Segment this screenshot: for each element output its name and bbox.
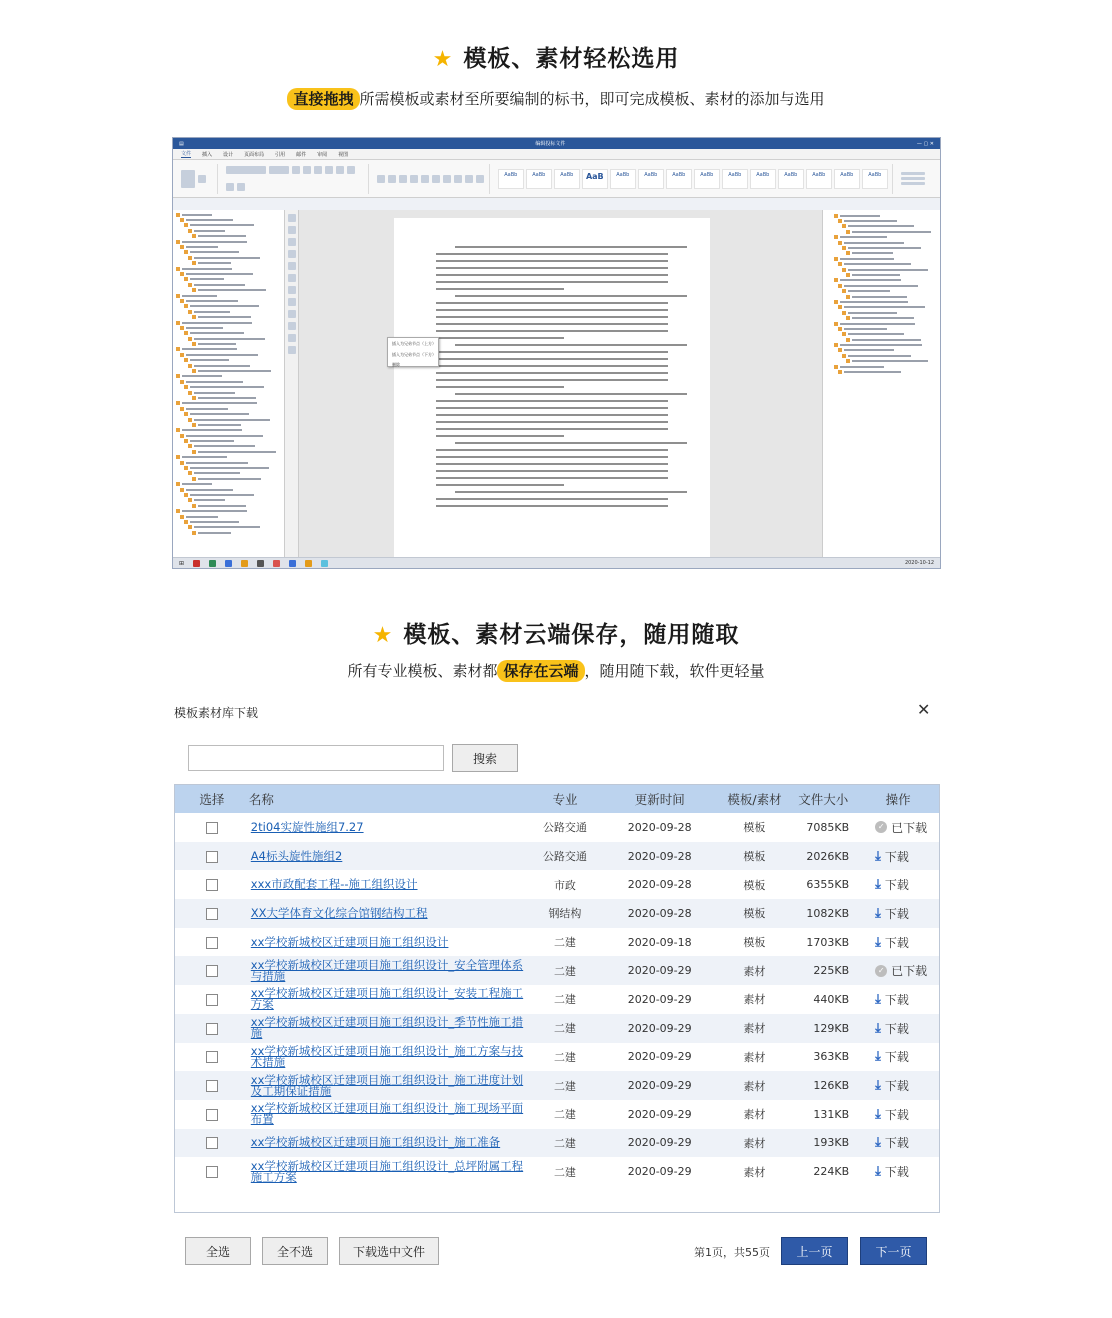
row-type: 模板 xyxy=(743,878,766,892)
row-date: 2020-09-28 xyxy=(627,906,692,920)
row-name-cell xyxy=(249,1137,530,1148)
row-major: 钢结构 xyxy=(548,907,582,921)
row-select-cell xyxy=(175,878,249,891)
row-checkbox[interactable] xyxy=(206,994,218,1006)
document-text-line xyxy=(436,288,564,290)
row-name-cell xyxy=(249,879,530,890)
row-major: 二建 xyxy=(553,1165,576,1179)
section1-title-text: 模板、素材轻松选用 xyxy=(463,46,680,72)
ribbon-clipboard xyxy=(177,164,218,194)
editor-tab-review: 审阅 xyxy=(317,151,328,158)
row-major: 公路交通 xyxy=(542,821,587,835)
star-icon: ★ xyxy=(432,47,454,72)
operation-label[interactable]: 下载 xyxy=(884,1165,909,1180)
file-name-link[interactable]: xx学校新城校区迁建项目施工组织设计_安全管理体系与措施 xyxy=(250,957,524,983)
row-select-cell xyxy=(175,850,249,863)
table-row xyxy=(175,1157,939,1186)
row-operation[interactable] xyxy=(857,1134,939,1151)
row-type: 模板 xyxy=(743,936,766,950)
document-text-line xyxy=(436,379,668,381)
download-icon: ⤓ xyxy=(875,1164,881,1180)
editor-canvas xyxy=(299,210,822,557)
document-text-line xyxy=(436,267,668,269)
row-size: 440KB xyxy=(813,992,850,1006)
download-icon: ⤓ xyxy=(875,905,881,921)
table-row xyxy=(175,842,939,871)
row-operation[interactable] xyxy=(857,991,939,1008)
row-date: 2020-09-29 xyxy=(627,992,692,1006)
tree-node xyxy=(826,369,937,374)
document-text-line xyxy=(436,428,668,430)
col-header-size: 文件大小 xyxy=(798,792,849,807)
editor-titlebar xyxy=(173,138,940,149)
row-date: 2020-09-29 xyxy=(627,964,692,978)
file-name-link[interactable]: xx学校新城校区迁建项目施工组织设计_施工方案与技术措施 xyxy=(250,1043,524,1069)
document-text-line xyxy=(436,323,668,325)
row-type: 素材 xyxy=(743,1108,766,1122)
row-checkbox[interactable] xyxy=(206,822,218,834)
section2-subtitle-pre: 所有专业模板、素材都 xyxy=(347,662,498,680)
document-text-line xyxy=(436,470,668,472)
row-select-cell xyxy=(175,1022,249,1035)
editor-vertical-toolbar xyxy=(285,210,299,557)
table-row xyxy=(175,813,939,842)
row-major: 二建 xyxy=(553,1108,576,1122)
ribbon-edit xyxy=(897,164,936,194)
star-icon: ★ xyxy=(372,623,394,648)
table-row xyxy=(175,1014,939,1043)
row-name-cell xyxy=(249,1158,530,1184)
row-type: 素材 xyxy=(743,964,766,978)
row-major: 二建 xyxy=(553,1050,576,1064)
file-name-link[interactable]: xx学校新城校区迁建项目施工组织设计_季节性施工措施 xyxy=(250,1015,524,1041)
document-text-line xyxy=(436,260,668,262)
row-type: 素材 xyxy=(743,1165,766,1179)
document-text-line xyxy=(436,400,668,402)
prev-page-button[interactable]: 上一页 xyxy=(781,1237,848,1265)
row-size: 1703KB xyxy=(806,935,850,949)
row-checkbox[interactable] xyxy=(206,937,218,949)
section2-subtitle-post: ，随用随下载，软件更轻量 xyxy=(584,662,765,680)
operation-label[interactable]: 下载 xyxy=(884,935,909,950)
table-row xyxy=(175,1129,939,1158)
row-major: 公路交通 xyxy=(542,850,587,864)
editor-tab-ref: 引用 xyxy=(275,151,286,158)
row-major: 市政 xyxy=(553,878,576,892)
next-page-button[interactable]: 下一页 xyxy=(860,1237,927,1265)
row-size: 363KB xyxy=(813,1050,850,1064)
row-date: 2020-09-29 xyxy=(627,1165,692,1179)
row-operation[interactable] xyxy=(857,1163,939,1180)
row-operation[interactable] xyxy=(857,962,939,979)
file-table xyxy=(174,784,940,1213)
row-type: 模板 xyxy=(743,850,766,864)
row-checkbox[interactable] xyxy=(206,879,218,891)
section1-highlight: 直接拖拽 xyxy=(287,88,359,110)
document-text-line xyxy=(436,365,668,367)
col-header-major: 专业 xyxy=(552,792,578,807)
row-size: 225KB xyxy=(813,964,850,978)
document-text-line xyxy=(436,302,668,304)
search-input[interactable] xyxy=(188,745,444,771)
row-date: 2020-09-29 xyxy=(627,1021,692,1035)
operation-label[interactable]: 下载 xyxy=(884,849,909,864)
close-icon[interactable]: ✕ xyxy=(917,700,931,719)
row-operation[interactable] xyxy=(857,1077,939,1094)
row-size: 131KB xyxy=(813,1107,850,1121)
col-header-date: 更新时间 xyxy=(634,792,685,807)
operation-label[interactable]: 下载 xyxy=(884,1021,909,1036)
document-text-line xyxy=(436,274,668,276)
download-icon: ⤓ xyxy=(875,991,881,1007)
row-size: 7085KB xyxy=(806,820,850,834)
search-button[interactable]: 搜索 xyxy=(452,744,518,772)
row-major: 二建 xyxy=(553,1022,576,1036)
row-select-cell xyxy=(175,907,249,920)
document-text-line xyxy=(436,281,668,283)
row-checkbox[interactable] xyxy=(206,1080,218,1092)
document-text-line xyxy=(436,316,668,318)
document-text-line xyxy=(436,477,668,479)
file-name-link[interactable]: xx学校新城校区迁建项目施工组织设计_总坪附属工程施工方案 xyxy=(250,1158,524,1184)
document-text-line xyxy=(436,407,668,409)
editor-tab-file: 文件 xyxy=(181,151,192,157)
file-name-link[interactable]: xx学校新城校区迁建项目施工组织设计_施工准备 xyxy=(250,1135,501,1150)
row-checkbox[interactable] xyxy=(206,851,218,863)
windows-start-icon: ⊞ xyxy=(179,559,185,567)
document-text-line xyxy=(436,358,668,360)
editor-screenshot xyxy=(172,137,941,569)
operation-label[interactable]: 下载 xyxy=(884,992,909,1007)
editor-tab-view: 视图 xyxy=(338,151,349,158)
row-type: 模板 xyxy=(743,907,766,921)
row-type: 素材 xyxy=(743,993,766,1007)
row-date: 2020-09-29 xyxy=(627,1136,692,1150)
download-icon: ⤓ xyxy=(875,1135,881,1151)
row-operation[interactable] xyxy=(857,1048,939,1065)
row-date: 2020-09-28 xyxy=(627,820,692,834)
row-type: 素材 xyxy=(743,1079,766,1093)
section1-subtitle-rest: 所需模板或素材至所要编制的标书，即可完成模板、素材的添加与选用 xyxy=(359,90,825,108)
document-text-line xyxy=(436,386,564,388)
table-header xyxy=(175,785,939,813)
operation-label[interactable]: 已下载 xyxy=(891,820,928,835)
editor-tab-mail: 邮件 xyxy=(296,151,307,158)
ribbon-paragraph xyxy=(373,164,490,194)
editor-material-tree xyxy=(822,210,940,557)
row-size: 129KB xyxy=(813,1021,850,1035)
dialog-title: 模板素材库下载 xyxy=(174,706,259,720)
select-all-button[interactable]: 全选 xyxy=(185,1237,251,1265)
download-icon: ⤓ xyxy=(875,1106,881,1122)
row-name-cell xyxy=(249,819,530,834)
row-date: 2020-09-18 xyxy=(627,935,692,949)
file-name-link[interactable]: XX大学体育文化综合馆钢结构工程 xyxy=(250,905,428,920)
row-size: 1082KB xyxy=(806,906,850,920)
document-text-line xyxy=(436,414,668,416)
row-major: 二建 xyxy=(553,993,576,1007)
editor-ribbon-tabs xyxy=(173,149,940,160)
row-select-cell xyxy=(175,1108,249,1121)
editor-document-page xyxy=(394,218,710,557)
document-text-line xyxy=(436,351,668,353)
row-checkbox[interactable] xyxy=(206,1166,218,1178)
table-row xyxy=(175,870,939,899)
operation-label[interactable]: 下载 xyxy=(884,1136,909,1151)
table-row xyxy=(175,956,939,985)
file-name-link[interactable]: xx学校新城校区迁建项目施工组织设计_施工进度计划及工期保证措施 xyxy=(250,1072,524,1098)
document-text-line xyxy=(436,372,668,374)
row-major: 二建 xyxy=(553,964,576,978)
row-type: 素材 xyxy=(743,1022,766,1036)
row-checkbox[interactable] xyxy=(206,908,218,920)
row-name-cell xyxy=(249,1043,530,1069)
tree-node xyxy=(176,530,281,535)
row-select-cell xyxy=(175,1136,249,1149)
editor-menu-icon: ▤ xyxy=(179,140,184,147)
document-text-line xyxy=(436,337,564,339)
document-text-line xyxy=(455,491,687,493)
row-operation[interactable] xyxy=(857,934,939,951)
operation-label[interactable]: 下载 xyxy=(884,1050,909,1065)
row-date: 2020-09-28 xyxy=(627,849,692,863)
file-name-link[interactable]: xxx市政配套工程--施工组织设计 xyxy=(250,877,418,892)
document-text-line xyxy=(455,442,687,444)
table-row xyxy=(175,1043,939,1072)
col-header-type: 模板/素材 xyxy=(727,792,782,807)
download-selected-button[interactable]: 下载选中文件 xyxy=(339,1237,439,1265)
row-name-cell xyxy=(249,957,530,983)
row-name-cell xyxy=(249,988,530,1010)
row-checkbox[interactable] xyxy=(206,965,218,977)
operation-label[interactable]: 下载 xyxy=(884,906,909,921)
row-name-cell xyxy=(249,1103,530,1125)
download-icon: ⤓ xyxy=(875,1049,881,1065)
editor-outline-tree xyxy=(173,210,285,557)
table-row xyxy=(175,928,939,957)
row-checkbox[interactable] xyxy=(206,1109,218,1121)
document-text-line xyxy=(436,309,668,311)
download-icon: ⤓ xyxy=(875,877,881,893)
row-checkbox[interactable] xyxy=(206,1023,218,1035)
taskbar-date: 2020-10-12 xyxy=(904,560,934,566)
row-date: 2020-09-29 xyxy=(627,1050,692,1064)
row-name-cell xyxy=(249,1072,530,1098)
file-name-link[interactable]: xx学校新城校区迁建项目施工组织设计_施工现场平面布置 xyxy=(250,1101,524,1127)
row-type: 素材 xyxy=(743,1050,766,1064)
document-text-line xyxy=(436,463,668,465)
page-info: 第1页，共55页 xyxy=(694,1246,770,1259)
row-operation[interactable] xyxy=(857,819,939,836)
row-size: 126KB xyxy=(813,1079,850,1093)
editor-tab-design: 设计 xyxy=(223,151,234,158)
row-operation[interactable] xyxy=(857,1106,939,1123)
row-name-cell xyxy=(249,1017,530,1039)
row-select-cell xyxy=(175,993,249,1006)
document-text-line xyxy=(436,484,564,486)
section2-title xyxy=(0,616,1112,649)
download-icon: ⤓ xyxy=(875,848,881,864)
operation-label[interactable]: 下载 xyxy=(884,1107,909,1122)
row-date: 2020-09-29 xyxy=(627,1079,692,1093)
row-major: 二建 xyxy=(553,1136,576,1150)
editor-ribbon xyxy=(173,160,940,198)
section1-subtitle xyxy=(0,88,1112,109)
row-size: 2026KB xyxy=(806,849,850,863)
ctx-item-above: 插入为兄弟节点（上方） xyxy=(392,341,436,346)
operation-label[interactable]: 下载 xyxy=(884,1079,909,1094)
table-row xyxy=(175,1071,939,1100)
col-header-name: 名称 xyxy=(248,792,274,807)
document-text-line xyxy=(436,435,564,437)
row-size: 193KB xyxy=(813,1136,850,1150)
row-date: 2020-09-29 xyxy=(627,1107,692,1121)
operation-label[interactable]: 已下载 xyxy=(891,964,928,979)
check-circle-icon: ✓ xyxy=(875,821,887,833)
row-type: 素材 xyxy=(743,1136,766,1150)
document-text-line xyxy=(436,330,668,332)
file-name-link[interactable]: A4标头旋性施组2 xyxy=(250,848,343,863)
row-select-cell xyxy=(175,1050,249,1063)
section2-subtitle xyxy=(0,660,1112,681)
document-text-line xyxy=(455,344,687,346)
deselect-all-button[interactable]: 全不选 xyxy=(262,1237,328,1265)
document-text-line xyxy=(436,253,668,255)
row-select-cell xyxy=(175,1165,249,1178)
row-name-cell xyxy=(249,934,530,949)
row-date: 2020-09-28 xyxy=(627,878,692,892)
section1-title xyxy=(0,40,1112,73)
editor-taskbar xyxy=(173,557,940,568)
ctx-item-delete: 删除 xyxy=(392,362,400,367)
download-icon: ⤓ xyxy=(875,1078,881,1094)
row-size: 6355KB xyxy=(806,878,850,892)
operation-label[interactable]: 下载 xyxy=(884,878,909,893)
section2-title-text: 模板、素材云端保存，随用随取 xyxy=(403,622,740,648)
row-operation[interactable] xyxy=(857,905,939,922)
row-name-cell xyxy=(249,848,530,863)
row-major: 二建 xyxy=(553,936,576,950)
document-text-line xyxy=(436,456,668,458)
document-text-line xyxy=(436,449,668,451)
document-text-line xyxy=(455,246,687,248)
row-operation[interactable] xyxy=(857,848,939,865)
ribbon-styles: AaBb AaBb AaBb AaB AaBb AaBb AaBb AaBb AaBb AaBb AaBb AaBb AaBb AaBb xyxy=(494,164,893,194)
row-type: 模板 xyxy=(743,821,766,835)
document-text-line xyxy=(436,505,668,507)
document-text-line xyxy=(455,295,687,297)
ctx-item-below: 插入为兄弟节点（下方） xyxy=(392,352,436,357)
editor-tab-layout: 页面布局 xyxy=(244,151,265,158)
editor-window-title: 编辑投标文件 xyxy=(535,141,566,147)
row-select-cell xyxy=(175,821,249,834)
col-header-op: 操作 xyxy=(885,792,911,807)
table-body xyxy=(175,813,939,1186)
row-major: 二建 xyxy=(553,1079,576,1093)
download-icon: ⤓ xyxy=(875,1020,881,1036)
col-header-select: 选择 xyxy=(199,792,225,807)
row-select-cell xyxy=(175,964,249,977)
row-select-cell xyxy=(175,1079,249,1092)
section2-highlight: 保存在云端 xyxy=(497,660,584,682)
document-text-line xyxy=(436,498,668,500)
row-size: 224KB xyxy=(813,1165,850,1179)
row-checkbox[interactable] xyxy=(206,1051,218,1063)
document-text-line xyxy=(455,393,687,395)
context-menu xyxy=(387,337,439,367)
row-checkbox[interactable] xyxy=(206,1137,218,1149)
file-name-link[interactable]: xx学校新城校区迁建项目施工组织设计_安装工程施工方案 xyxy=(250,986,524,1012)
download-icon: ⤓ xyxy=(875,934,881,950)
editor-tab-insert: 插入 xyxy=(202,151,213,158)
file-name-link[interactable]: 2ti04实旋性施组7.27 xyxy=(250,819,364,834)
table-row xyxy=(175,899,939,928)
row-operation[interactable] xyxy=(857,1020,939,1037)
ribbon-font xyxy=(222,164,368,194)
editor-body xyxy=(173,210,940,557)
row-select-cell xyxy=(175,936,249,949)
table-row xyxy=(175,985,939,1014)
row-name-cell xyxy=(249,905,530,920)
row-operation[interactable] xyxy=(857,876,939,893)
editor-window-controls: — ▢ ✕ xyxy=(916,140,934,147)
check-circle-icon: ✓ xyxy=(875,965,887,977)
table-row xyxy=(175,1100,939,1129)
document-text-line xyxy=(436,421,668,423)
file-name-link[interactable]: xx学校新城校区迁建项目施工组织设计 xyxy=(250,934,449,949)
